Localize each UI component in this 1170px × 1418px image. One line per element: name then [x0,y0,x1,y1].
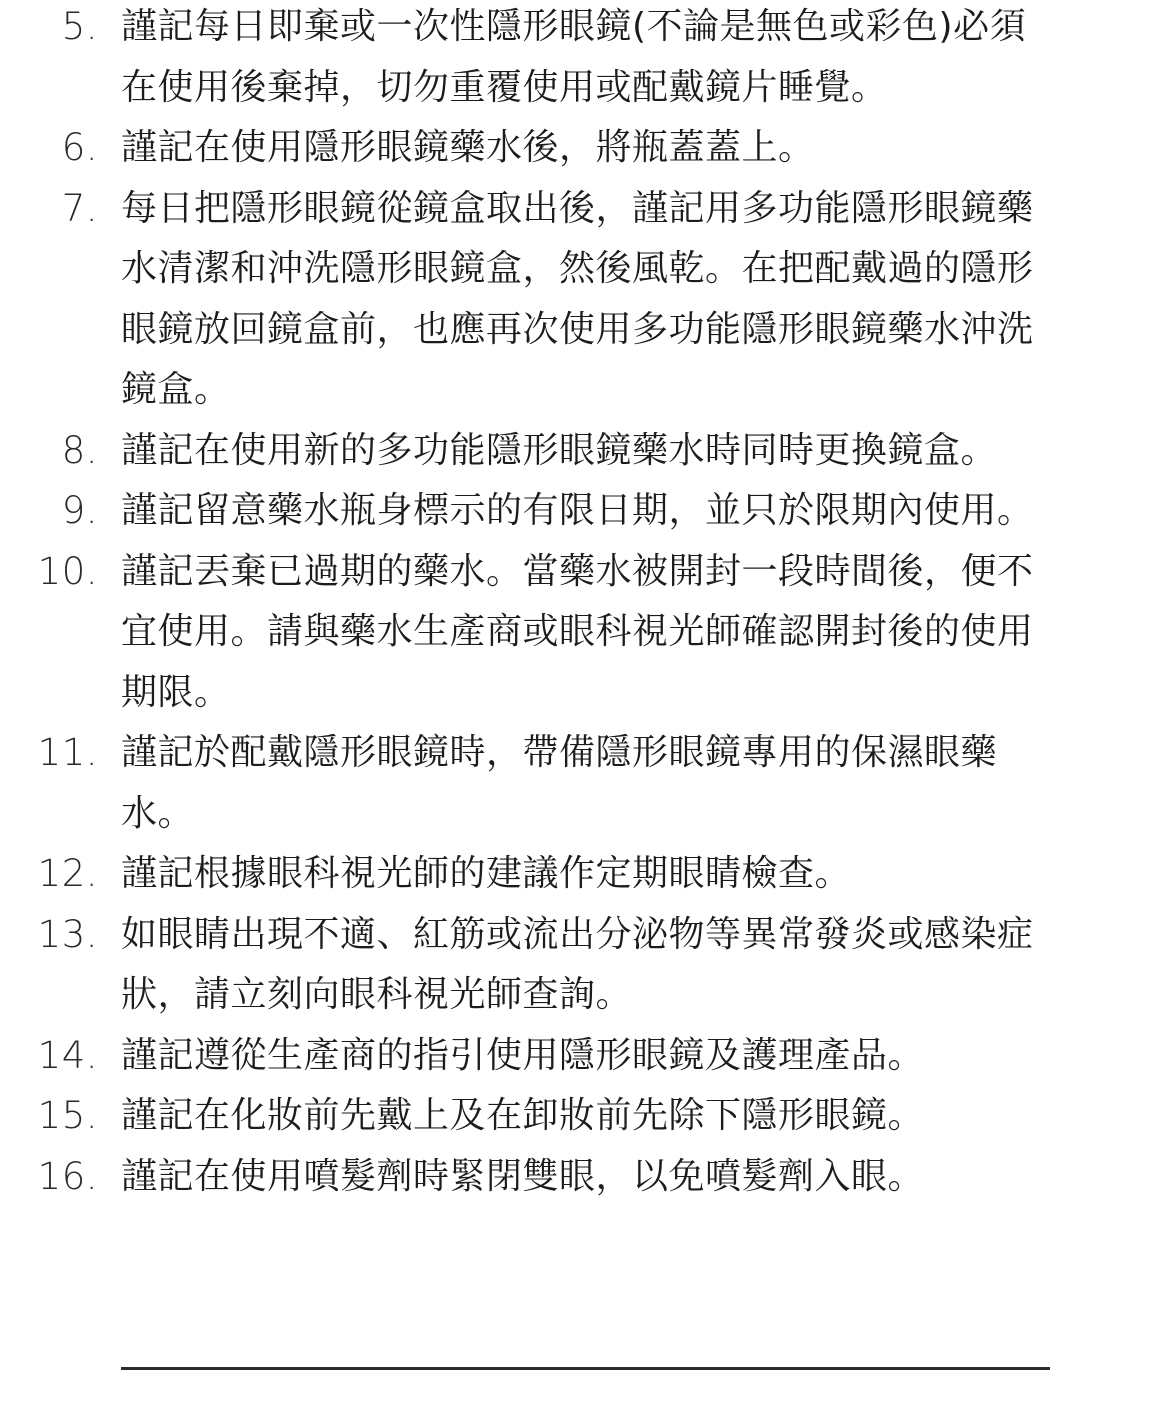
list-item [0,421,1041,482]
list-item [0,118,1041,179]
list-item-text: 謹記在使用噴髮劑時緊閉雙眼，以免噴髮劑入眼。 [121,1155,925,1197]
list-item-text: 謹記遵從生產商的指引使用隱形眼鏡及護理產品。 [121,1034,925,1076]
list-item-number: 16. [37,1154,98,1198]
list-item-text: 謹記在化妝前先戴上及在卸妝前先除下隱形眼鏡。 [121,1095,925,1136]
list-item [0,179,1041,421]
list-item-number: 10. [37,549,98,593]
list-item-number: 8. [61,428,98,472]
list-item-text: 謹記在使用新的多功能隱形眼鏡藥水時同時更換鏡盒。 [121,429,998,471]
list-item-text: 謹記根據眼科視光師的建議作定期眼睛檢查。 [121,853,852,894]
list-item-number: 6. [61,126,98,169]
list-item-number: 11. [37,731,98,774]
list-item-number: 14. [37,1033,98,1077]
list-item-number: 15. [37,1094,98,1137]
list-item-text: 謹記每日即棄或一次性隱形眼鏡(不論是無色或彩色)必須在使用後棄掉，切勿重覆使用或配戴鏡片睡覺。 [121,6,1027,108]
list-item-number: 13. [37,912,98,956]
list-item-text: 每日把隱形眼鏡從鏡盒取出後，謹記用多功能隱形眼鏡藥水清潔和沖洗隱形眼鏡盒，然後風乾。在把配戴過的隱形眼鏡放回鏡盒前，也應再次使用多功能隱形眼鏡藥水沖洗鏡盒。 [121,187,1034,410]
list-item-number: 7. [61,186,98,230]
list-item-text: 如眼睛出現不適、紅筋或流出分泌物等異常發炎或感染症狀，請立刻向眼科視光師查詢。 [121,913,1034,1015]
list-item-number: 5. [61,5,98,48]
list-item [0,1086,1041,1147]
list-item [0,905,1041,1026]
list-item-text: 謹記留意藥水瓶身標示的有限日期，並只於限期內使用。 [121,490,1034,531]
list-item [0,481,1041,542]
list-item-number: 12. [37,852,98,895]
list-item [0,542,1041,724]
section-divider [121,1367,1050,1370]
list-item [0,844,1041,905]
list-item-text: 謹記丟棄已過期的藥水。當藥水被開封一段時間後，便不宜使用。請與藥水生產商或眼科視光師確認開封後的使用期限。 [121,550,1034,713]
list-item-text: 謹記於配戴隱形眼鏡時，帶備隱形眼鏡專用的保濕眼藥水。 [121,732,998,834]
list-item [0,0,1041,118]
list-item [0,1026,1041,1087]
list-item [0,1147,1041,1208]
list-item-text: 謹記在使用隱形眼鏡藥水後，將瓶蓋蓋上。 [121,127,815,168]
list-item-number: 9. [61,489,98,532]
list-item [0,723,1041,844]
